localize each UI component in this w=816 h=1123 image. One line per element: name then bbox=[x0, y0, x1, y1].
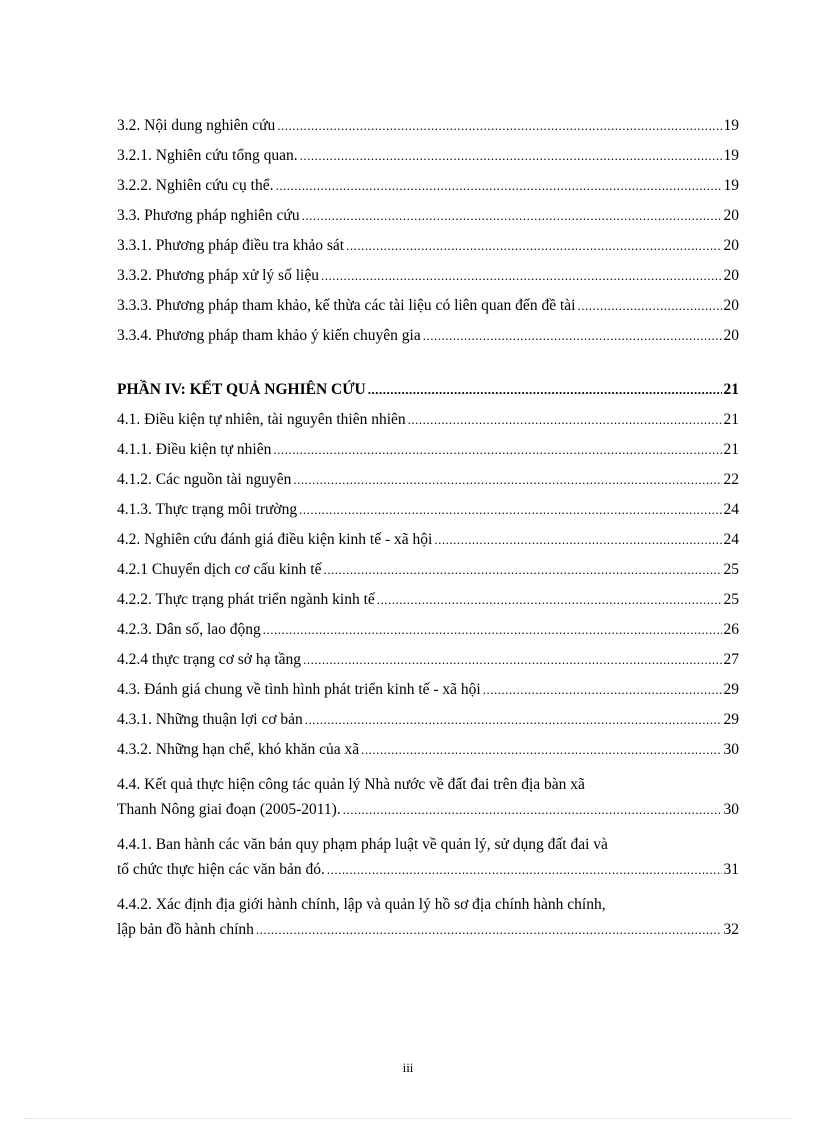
toc-entry-page: 32 bbox=[723, 921, 739, 938]
dot-leader bbox=[346, 236, 721, 256]
toc-entry-page: 29 bbox=[723, 711, 739, 728]
dot-leader bbox=[368, 380, 722, 400]
toc-entry-page: 24 bbox=[723, 531, 739, 548]
toc-entry-wrapped-line[interactable] bbox=[117, 826, 739, 856]
dot-leader bbox=[343, 800, 722, 820]
dot-leader bbox=[293, 470, 721, 490]
toc-entry[interactable] bbox=[117, 172, 739, 202]
toc-entry[interactable] bbox=[117, 112, 739, 142]
toc-entry[interactable] bbox=[117, 856, 739, 886]
toc-entry-title: 4.2. Nghiên cứu đánh giá điều kiện kinh tế - xã hội bbox=[117, 531, 433, 548]
page-number-footer: iii bbox=[402, 1060, 414, 1075]
toc-entry-page: 21 bbox=[723, 411, 739, 428]
toc-entry-title: 4.1.3. Thực trạng môi trường bbox=[117, 501, 298, 518]
toc-entry-title: 4.3.1. Những thuận lợi cơ bản bbox=[117, 711, 303, 728]
dot-leader bbox=[321, 266, 722, 286]
toc-entry-page: 19 bbox=[723, 147, 739, 164]
toc-entry-page: 19 bbox=[723, 117, 739, 134]
toc-entry-page: 25 bbox=[723, 561, 739, 578]
toc-entry-title-line2: lập bản đồ hành chính bbox=[117, 921, 254, 938]
page-bottom-divider bbox=[24, 1118, 792, 1119]
toc-entry[interactable] bbox=[117, 292, 739, 322]
toc-entry[interactable] bbox=[117, 202, 739, 232]
toc-entry-title: 4.1.1. Điều kiện tự nhiên bbox=[117, 441, 272, 458]
toc-entry-title: 3.3.1. Phương pháp điều tra khảo sát bbox=[117, 237, 345, 254]
toc-entry-page: 27 bbox=[723, 651, 739, 668]
toc-entry-page: 20 bbox=[723, 267, 739, 284]
toc-entry-page: 24 bbox=[723, 501, 739, 518]
toc-entry[interactable] bbox=[117, 796, 739, 826]
dot-leader bbox=[483, 680, 722, 700]
toc-entry[interactable] bbox=[117, 586, 739, 616]
dot-leader bbox=[302, 206, 722, 226]
toc-entry[interactable] bbox=[117, 142, 739, 172]
toc-entry-page: 29 bbox=[723, 681, 739, 698]
dot-leader bbox=[275, 176, 721, 196]
toc-entry-title-line1: 4.4.1. Ban hành các văn bản quy phạm pháp luật về quản lý, sử dụng đất đai và bbox=[117, 836, 608, 853]
dot-leader bbox=[434, 530, 721, 550]
dot-leader bbox=[408, 410, 722, 430]
toc-entry-title: 3.3.4. Phương pháp tham khảo ý kiến chuyên gia bbox=[117, 327, 421, 344]
toc-entry[interactable] bbox=[117, 466, 739, 496]
toc-entry-title: 3.2.1. Nghiên cứu tổng quan. bbox=[117, 147, 298, 164]
toc-entry-page: 20 bbox=[723, 327, 739, 344]
dot-leader bbox=[577, 296, 721, 316]
toc-entry-page: 30 bbox=[723, 741, 739, 758]
dot-leader bbox=[323, 560, 721, 580]
dot-leader bbox=[305, 710, 722, 730]
toc-entry-title: 4.2.4 thực trạng cơ sở hạ tầng bbox=[117, 651, 302, 668]
toc-entry[interactable] bbox=[117, 322, 739, 352]
toc-entry-title-line1: 4.4. Kết quả thực hiện công tác quản lý Nhà nước về đất đai trên địa bàn xã bbox=[117, 776, 585, 793]
dot-leader bbox=[256, 920, 722, 940]
toc-entry-title: 4.1.2. Các nguồn tài nguyên bbox=[117, 471, 292, 488]
toc-entry-title: 3.2.2. Nghiên cứu cụ thể. bbox=[117, 177, 274, 194]
toc-entry[interactable] bbox=[117, 556, 739, 586]
toc-entry-page: 22 bbox=[723, 471, 739, 488]
toc-entry-page: 30 bbox=[723, 801, 739, 818]
toc-entry-page: 25 bbox=[723, 591, 739, 608]
toc-entry[interactable] bbox=[117, 706, 739, 736]
toc-entry-title: 3.2. Nội dung nghiên cứu bbox=[117, 117, 276, 134]
toc-entry-page: 26 bbox=[723, 621, 739, 638]
toc-entry[interactable] bbox=[117, 916, 739, 946]
toc-entry-page: 31 bbox=[723, 861, 739, 878]
toc-entry[interactable] bbox=[117, 406, 739, 436]
toc-entry-title: 3.3.2. Phương pháp xử lý số liệu bbox=[117, 267, 319, 284]
toc-entry-title-line2: tổ chức thực hiện các văn bản đó. bbox=[117, 861, 325, 878]
dot-leader bbox=[277, 116, 721, 136]
toc-entry-wrapped-line[interactable] bbox=[117, 886, 739, 916]
dot-leader bbox=[303, 650, 721, 670]
section-gap bbox=[117, 352, 739, 376]
toc-entry[interactable] bbox=[117, 676, 739, 706]
toc-entry[interactable] bbox=[117, 436, 739, 466]
toc-entry-title: PHẦN IV: KẾT QUẢ NGHIÊN CỨU bbox=[117, 381, 366, 398]
toc-entry-page: 19 bbox=[723, 177, 739, 194]
dot-leader bbox=[299, 500, 721, 520]
dot-leader bbox=[273, 440, 721, 460]
toc-entry-title: 4.3. Đánh giá chung về tình hình phát triển kinh tế - xã hội bbox=[117, 681, 481, 698]
toc-part-heading[interactable] bbox=[117, 376, 739, 406]
toc-entry[interactable] bbox=[117, 496, 739, 526]
table-of-contents bbox=[117, 112, 739, 946]
toc-entry-title-line2: Thanh Nông giai đoạn (2005-2011). bbox=[117, 801, 341, 818]
toc-entry-title: 3.3. Phương pháp nghiên cứu bbox=[117, 207, 300, 224]
dot-leader bbox=[361, 740, 721, 760]
toc-entry[interactable] bbox=[117, 526, 739, 556]
toc-entry[interactable] bbox=[117, 616, 739, 646]
dot-leader bbox=[300, 146, 722, 166]
toc-entry-title: 4.1. Điều kiện tự nhiên, tài nguyên thiên nhiên bbox=[117, 411, 406, 428]
toc-entry[interactable] bbox=[117, 232, 739, 262]
toc-entry-title: 4.3.2. Những hạn chế, khó khăn của xã bbox=[117, 741, 360, 758]
toc-entry[interactable] bbox=[117, 262, 739, 292]
toc-entry-title: 3.3.3. Phương pháp tham khảo, kế thừa các tài liệu có liên quan đến đề tài bbox=[117, 297, 576, 314]
dot-leader bbox=[327, 860, 722, 880]
toc-entry[interactable] bbox=[117, 736, 739, 766]
toc-entry-wrapped-line[interactable] bbox=[117, 766, 739, 796]
dot-leader bbox=[263, 620, 722, 640]
toc-entry-title: 4.2.2. Thực trạng phát triển ngành kinh tế bbox=[117, 591, 375, 608]
dot-leader bbox=[377, 590, 722, 610]
toc-entry[interactable] bbox=[117, 646, 739, 676]
toc-entry-page: 20 bbox=[723, 297, 739, 314]
toc-entry-page: 21 bbox=[723, 381, 739, 398]
toc-entry-title: 4.2.3. Dân số, lao động bbox=[117, 621, 261, 638]
toc-entry-title: 4.2.1 Chuyển dịch cơ cấu kinh tế bbox=[117, 561, 322, 578]
toc-entry-title-line1: 4.4.2. Xác định địa giới hành chính, lập và quản lý hồ sơ địa chính hành chính, bbox=[117, 896, 606, 913]
toc-entry-page: 21 bbox=[723, 441, 739, 458]
dot-leader bbox=[423, 326, 722, 346]
toc-entry-page: 20 bbox=[723, 207, 739, 224]
toc-entry-page: 20 bbox=[723, 237, 739, 254]
